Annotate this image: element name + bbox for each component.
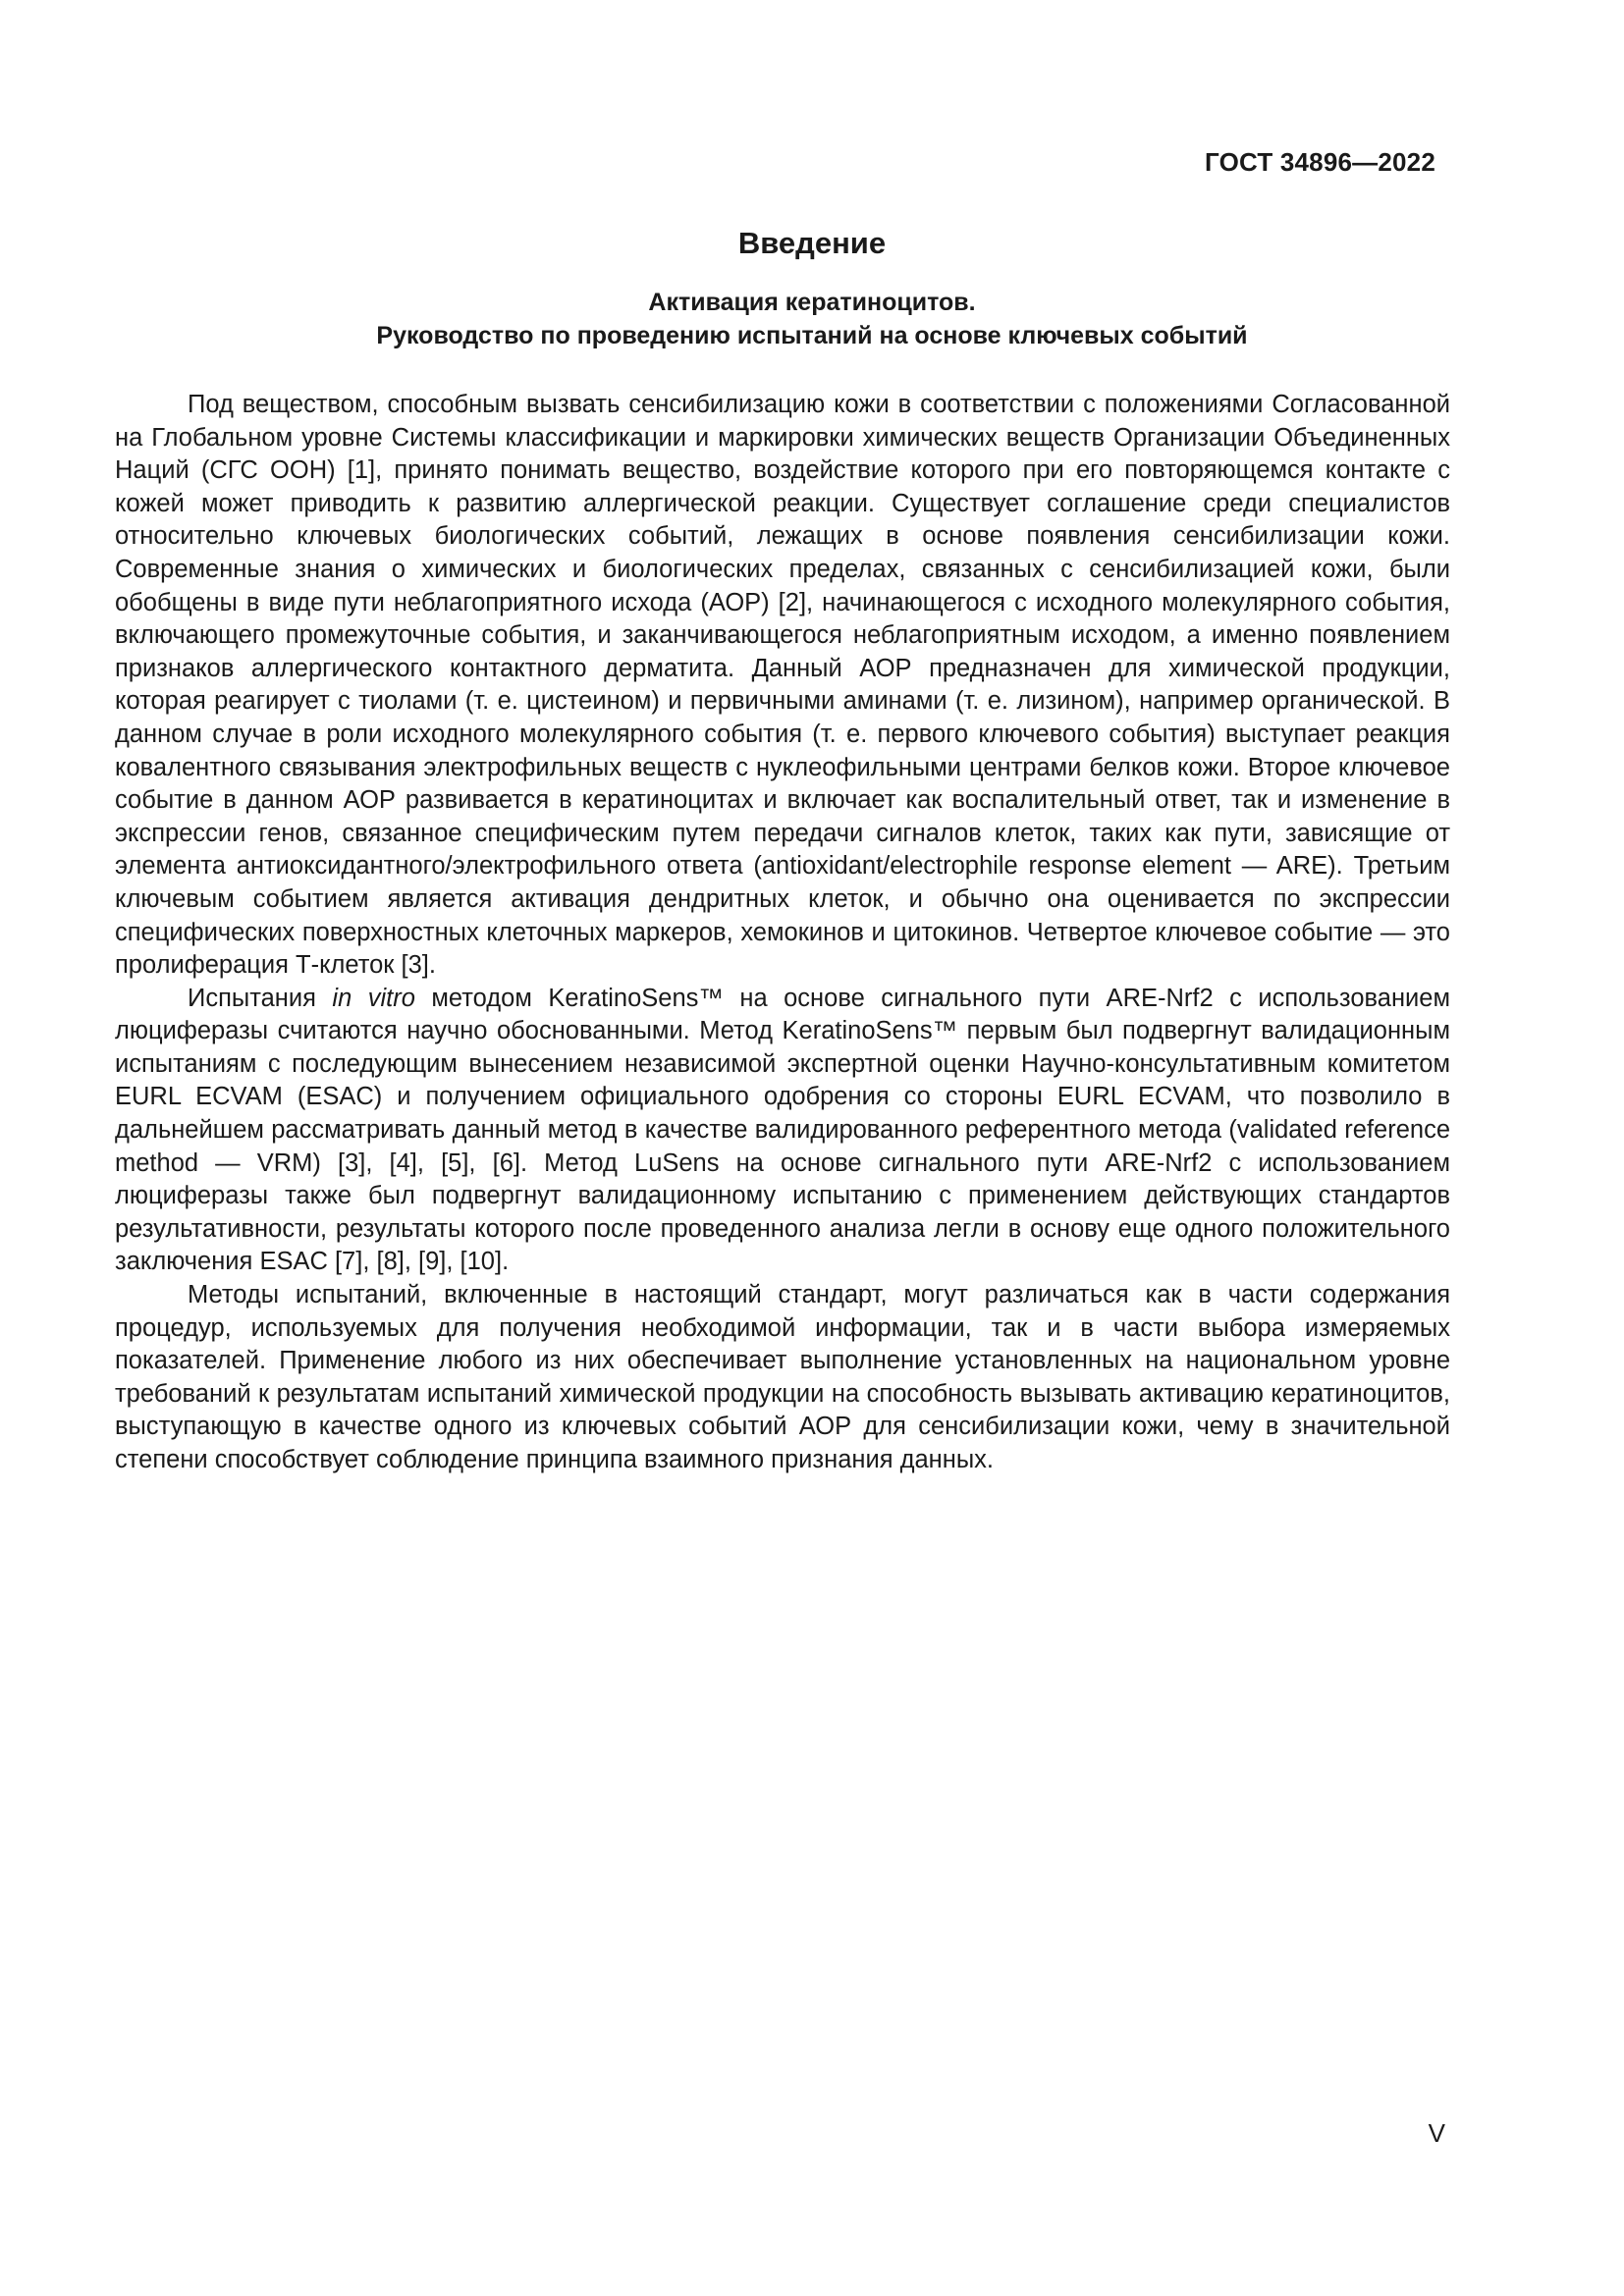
paragraph-1: Под веществом, способным вызвать сенсибилизацию кожи в соответствии с положениями Согласованной на Глобальном уровне Системы классификации и маркировки химических веществ Организации Объединенных Наций (СГС ООН) [1], принято понимать вещество, воздействие которого при его повторяющемся контакте с кожей может приводить к развитию аллергической реакции. Существует соглашение среди специалистов относительно ключевых биологических событий, лежащих в основе появления сенсибилизации кожи. Современные знания о химических и биологических пределах, связанных с сенсибилизацией кожи, были обобщены в виде пути неблагоприятного исхода (АОР) [2], начинающегося с исходного молекулярного события, включающего промежуточные события, и заканчивающегося неблагоприятным исходом, а именно появлением признаков аллергического контактного дерматита. Данный АОР предназначен для химической продукции, которая реагирует с тиолами (т. е. цистеином) и первичными аминами (т. е. лизином), например органической. В данном случае в роли исходного молекулярного события (т. е. первого ключевого события) выступает реакция ковалентного связывания электрофильных веществ с нуклеофильными центрами белков кожи. Второе ключевое событие в данном АОР развивается в кератиноцитах и включает как воспалительный ответ, так и изменение в экспрессии генов, связанное специфическим путем передачи сигналов клеток, таких как пути, зависящие от элемента антиоксидантного/электрофильного ответа (antioxidant/electrophile response element — ARE). Третьим ключевым событием является активация дендритных клеток, и обычно она оценивается по экспрессии специфических поверхностных клеточных маркеров, хемокинов и цитокинов. Четвертое ключевое событие — это пролиферация Т-клеток [3]. — [115, 391, 1450, 980]
page-number: V — [1428, 2118, 1445, 2148]
paragraph-2-lead: Испытания — [188, 984, 333, 1012]
body-text — [115, 389, 1450, 1477]
paragraph-2-rest: методом KeratinoSens™ на основе сигнального пути ARE-Nrf2 с использованием люциферазы считаются научно обоснованными. Метод KeratinoSens™ первым был подвергнут валидационным испытаниям с последующим вынесением независимой экспертной оценки Научно-консультативным комитетом EURL ECVAM (ESAC) и получением официального одобрения со стороны EURL ECVAM, что позволило в дальнейшем рассматривать данный метод в качестве валидированного референтного метода (validated reference method — VRM) [3], [4], [5], [6]. Метод LuSens на основе сигнального пути ARE-Nrf2 с использованием люциферазы также был подвергнут валидационному испытанию с применением действующих стандартов результативности, результаты которого после проведенного анализа легли в основу еще одного положительного заключения ESAC [7], [8], [9], [10]. — [115, 984, 1451, 1276]
paragraph-3: Методы испытаний, включенные в настоящий стандарт, могут различаться как в части содержания процедур, используемых для получения необходимой информации, так и в части выбора измеряемых показателей. Применение любого из них обеспечивает выполнение установленных на национальном уровне требований к результатам испытаний химической продукции на способность вызывать активацию кератиноцитов, выступающую в качестве одного из ключевых событий АОР для сенсибилизации кожи, чему в значительной степени способствует соблюдение принципа взаимного признания данных. — [115, 1281, 1450, 1473]
paragraph-2 — [115, 983, 1450, 1279]
document-code: ГОСТ 34896—2022 — [1205, 147, 1435, 177]
section-title: Введение — [737, 226, 887, 260]
paragraph-2-italic-term: in vitro — [332, 984, 415, 1012]
subtitle-line-2: Руководство по проведению испытаний на основе ключевых событий — [376, 322, 1248, 349]
subtitle-line-1: Активация кератиноцитов. — [648, 289, 976, 316]
